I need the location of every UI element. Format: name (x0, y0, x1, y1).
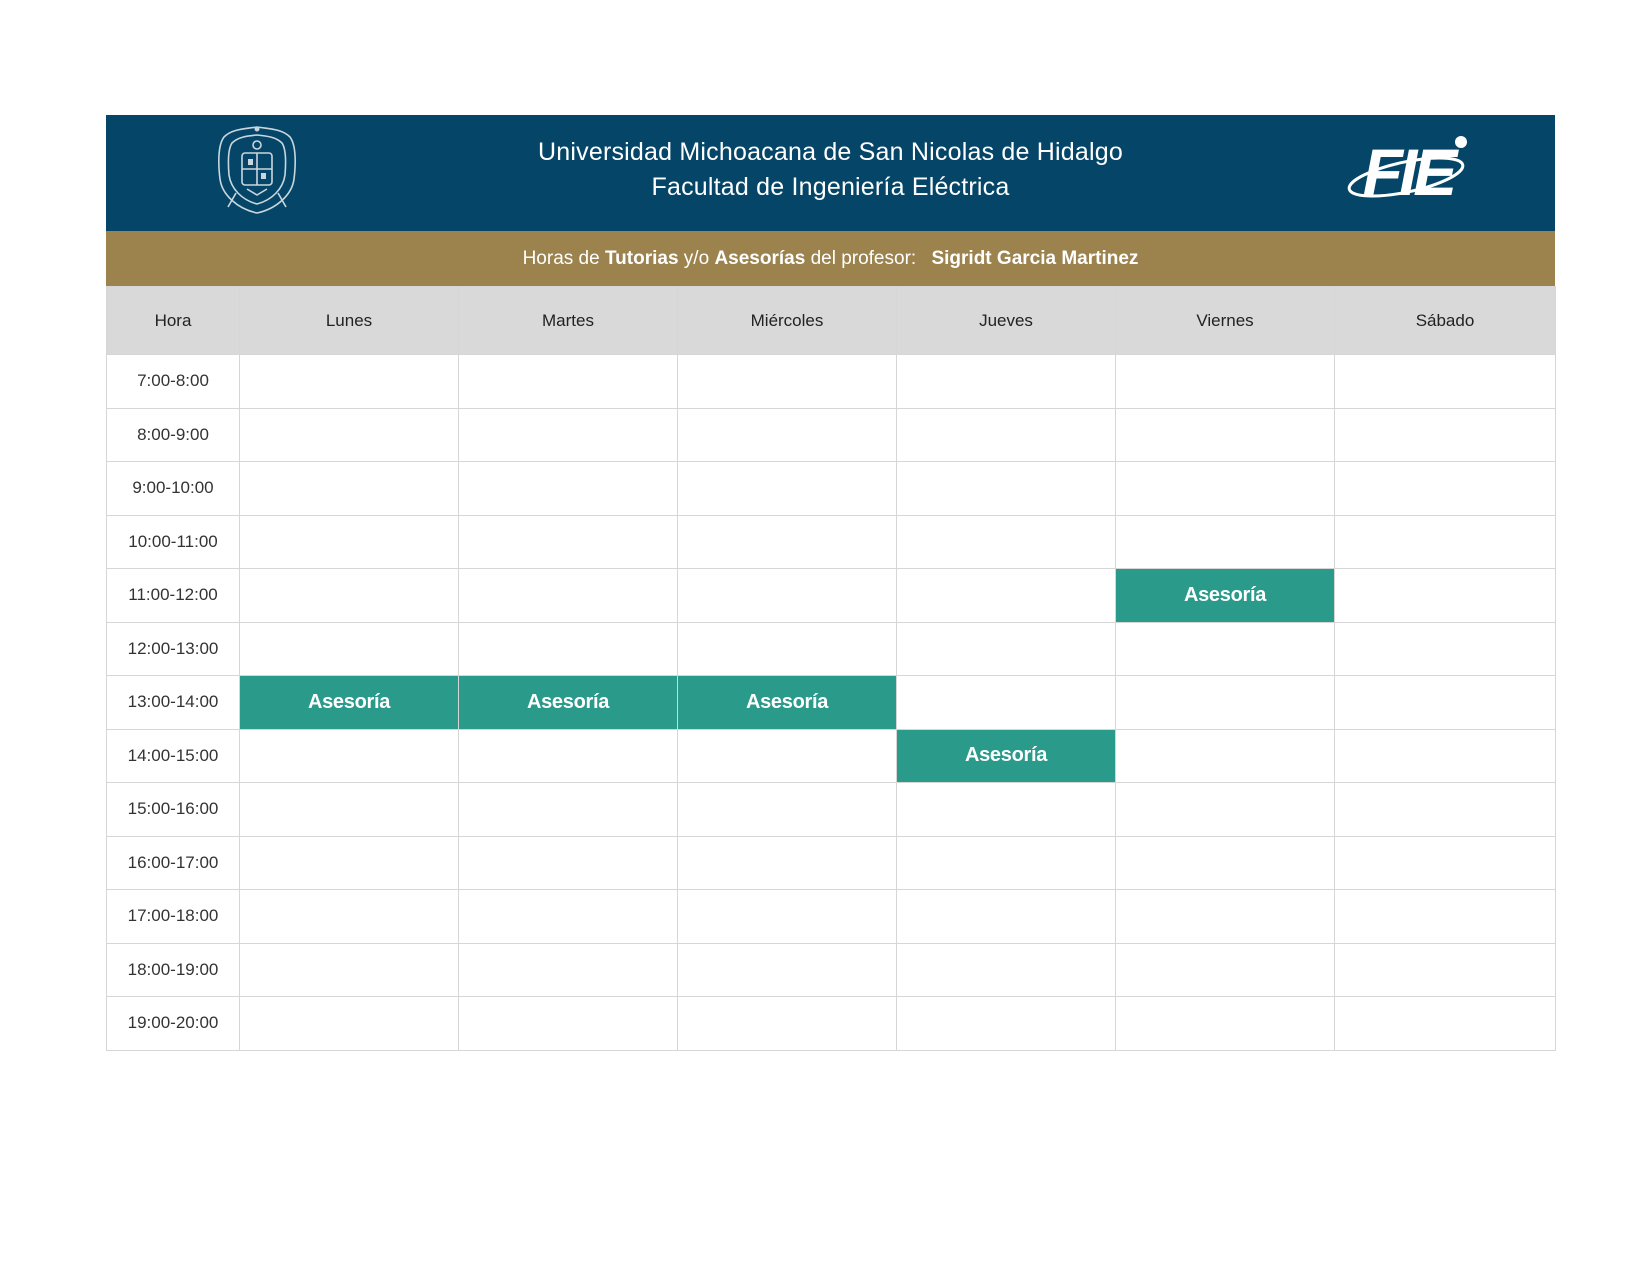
fie-logo-text: FIE (1362, 135, 1454, 207)
table-row (107, 408, 1556, 462)
empty-cell (240, 890, 459, 944)
empty-cell (240, 515, 459, 569)
column-header-sabado: Sábado (1335, 287, 1556, 355)
empty-cell (459, 997, 678, 1051)
empty-cell (1116, 515, 1335, 569)
hour-cell: 7:00-8:00 (107, 355, 240, 409)
hour-cell: 12:00-13:00 (107, 622, 240, 676)
hour-cell: 17:00-18:00 (107, 890, 240, 944)
empty-cell (1116, 408, 1335, 462)
hour-cell: 11:00-12:00 (107, 569, 240, 623)
banner-tutorias: Tutorias (604, 248, 679, 269)
table-row (107, 462, 1556, 516)
table-row (107, 355, 1556, 409)
professor-name: Sigridt Garcia Martinez (931, 248, 1139, 269)
empty-cell (1116, 783, 1335, 837)
empty-cell (678, 355, 897, 409)
banner-joiner: y/o (683, 248, 710, 269)
column-header-miercoles: Miércoles (678, 287, 897, 355)
column-header-martes: Martes (459, 287, 678, 355)
empty-cell (897, 569, 1116, 623)
empty-cell (678, 729, 897, 783)
faculty-name: Facultad de Ingeniería Eléctrica (651, 173, 1010, 201)
empty-cell (459, 569, 678, 623)
empty-cell (240, 836, 459, 890)
session-cell: Asesoría (897, 729, 1116, 783)
empty-cell (1335, 462, 1556, 516)
empty-cell (678, 622, 897, 676)
empty-cell (1335, 515, 1556, 569)
schedule-table (106, 286, 1556, 1051)
empty-cell (459, 408, 678, 462)
empty-cell (678, 783, 897, 837)
empty-cell (1335, 676, 1556, 730)
column-header-viernes: Viernes (1116, 287, 1335, 355)
empty-cell (897, 997, 1116, 1051)
banner-asesorias: Asesorías (714, 248, 806, 269)
empty-cell (240, 943, 459, 997)
empty-cell (897, 462, 1116, 516)
session-cell: Asesoría (678, 676, 897, 730)
document-header (106, 115, 1555, 231)
empty-cell (240, 622, 459, 676)
hour-cell: 10:00-11:00 (107, 515, 240, 569)
empty-cell (1335, 943, 1556, 997)
empty-cell (1116, 462, 1335, 516)
table-row (107, 569, 1556, 623)
empty-cell (240, 783, 459, 837)
empty-cell (678, 890, 897, 944)
hour-cell: 13:00-14:00 (107, 676, 240, 730)
table-row (107, 783, 1556, 837)
table-row (107, 890, 1556, 944)
schedule-header-row (107, 287, 1556, 355)
column-header-hora: Hora (107, 287, 240, 355)
empty-cell (459, 515, 678, 569)
empty-cell (678, 943, 897, 997)
empty-cell (240, 408, 459, 462)
empty-cell (678, 408, 897, 462)
table-row (107, 622, 1556, 676)
schedule-document (106, 115, 1555, 1051)
empty-cell (1335, 355, 1556, 409)
fie-logo (1346, 129, 1470, 207)
empty-cell (678, 569, 897, 623)
empty-cell (897, 622, 1116, 676)
empty-cell (459, 622, 678, 676)
empty-cell (459, 943, 678, 997)
column-header-lunes: Lunes (240, 287, 459, 355)
table-row (107, 997, 1556, 1051)
empty-cell (897, 408, 1116, 462)
empty-cell (1116, 676, 1335, 730)
empty-cell (1335, 622, 1556, 676)
empty-cell (1335, 729, 1556, 783)
empty-cell (240, 997, 459, 1051)
table-row (107, 676, 1556, 730)
empty-cell (240, 462, 459, 516)
empty-cell (897, 943, 1116, 997)
column-header-jueves: Jueves (897, 287, 1116, 355)
empty-cell (1116, 622, 1335, 676)
empty-cell (459, 462, 678, 516)
empty-cell (1116, 836, 1335, 890)
empty-cell (1335, 997, 1556, 1051)
empty-cell (459, 890, 678, 944)
empty-cell (1116, 355, 1335, 409)
hour-cell: 15:00-16:00 (107, 783, 240, 837)
empty-cell (1335, 890, 1556, 944)
empty-cell (678, 836, 897, 890)
university-name: Universidad Michoacana de San Nicolas de Hidalgo (538, 138, 1123, 166)
empty-cell (1116, 729, 1335, 783)
hour-cell: 14:00-15:00 (107, 729, 240, 783)
empty-cell (459, 355, 678, 409)
empty-cell (1116, 943, 1335, 997)
table-row (107, 729, 1556, 783)
empty-cell (1335, 836, 1556, 890)
empty-cell (1116, 890, 1335, 944)
table-row (107, 515, 1556, 569)
empty-cell (240, 729, 459, 783)
session-cell: Asesoría (240, 676, 459, 730)
empty-cell (678, 515, 897, 569)
empty-cell (897, 783, 1116, 837)
empty-cell (897, 676, 1116, 730)
empty-cell (897, 515, 1116, 569)
table-row (107, 943, 1556, 997)
empty-cell (1335, 569, 1556, 623)
banner-prefix: Horas de (522, 248, 600, 269)
empty-cell (459, 836, 678, 890)
empty-cell (459, 783, 678, 837)
empty-cell (459, 729, 678, 783)
empty-cell (240, 355, 459, 409)
hour-cell: 8:00-9:00 (107, 408, 240, 462)
empty-cell (1116, 997, 1335, 1051)
schedule-body (107, 355, 1556, 1051)
empty-cell (897, 355, 1116, 409)
empty-cell (678, 462, 897, 516)
header-titles (106, 135, 1555, 205)
hour-cell: 9:00-10:00 (107, 462, 240, 516)
empty-cell (240, 569, 459, 623)
empty-cell (1335, 783, 1556, 837)
hour-cell: 19:00-20:00 (107, 997, 240, 1051)
hour-cell: 18:00-19:00 (107, 943, 240, 997)
hour-cell: 16:00-17:00 (107, 836, 240, 890)
empty-cell (678, 997, 897, 1051)
session-cell: Asesoría (1116, 569, 1335, 623)
empty-cell (897, 836, 1116, 890)
empty-cell (897, 890, 1116, 944)
professor-banner (106, 231, 1555, 286)
banner-suffix: del profesor: (810, 248, 917, 269)
table-row (107, 836, 1556, 890)
session-cell: Asesoría (459, 676, 678, 730)
empty-cell (1335, 408, 1556, 462)
